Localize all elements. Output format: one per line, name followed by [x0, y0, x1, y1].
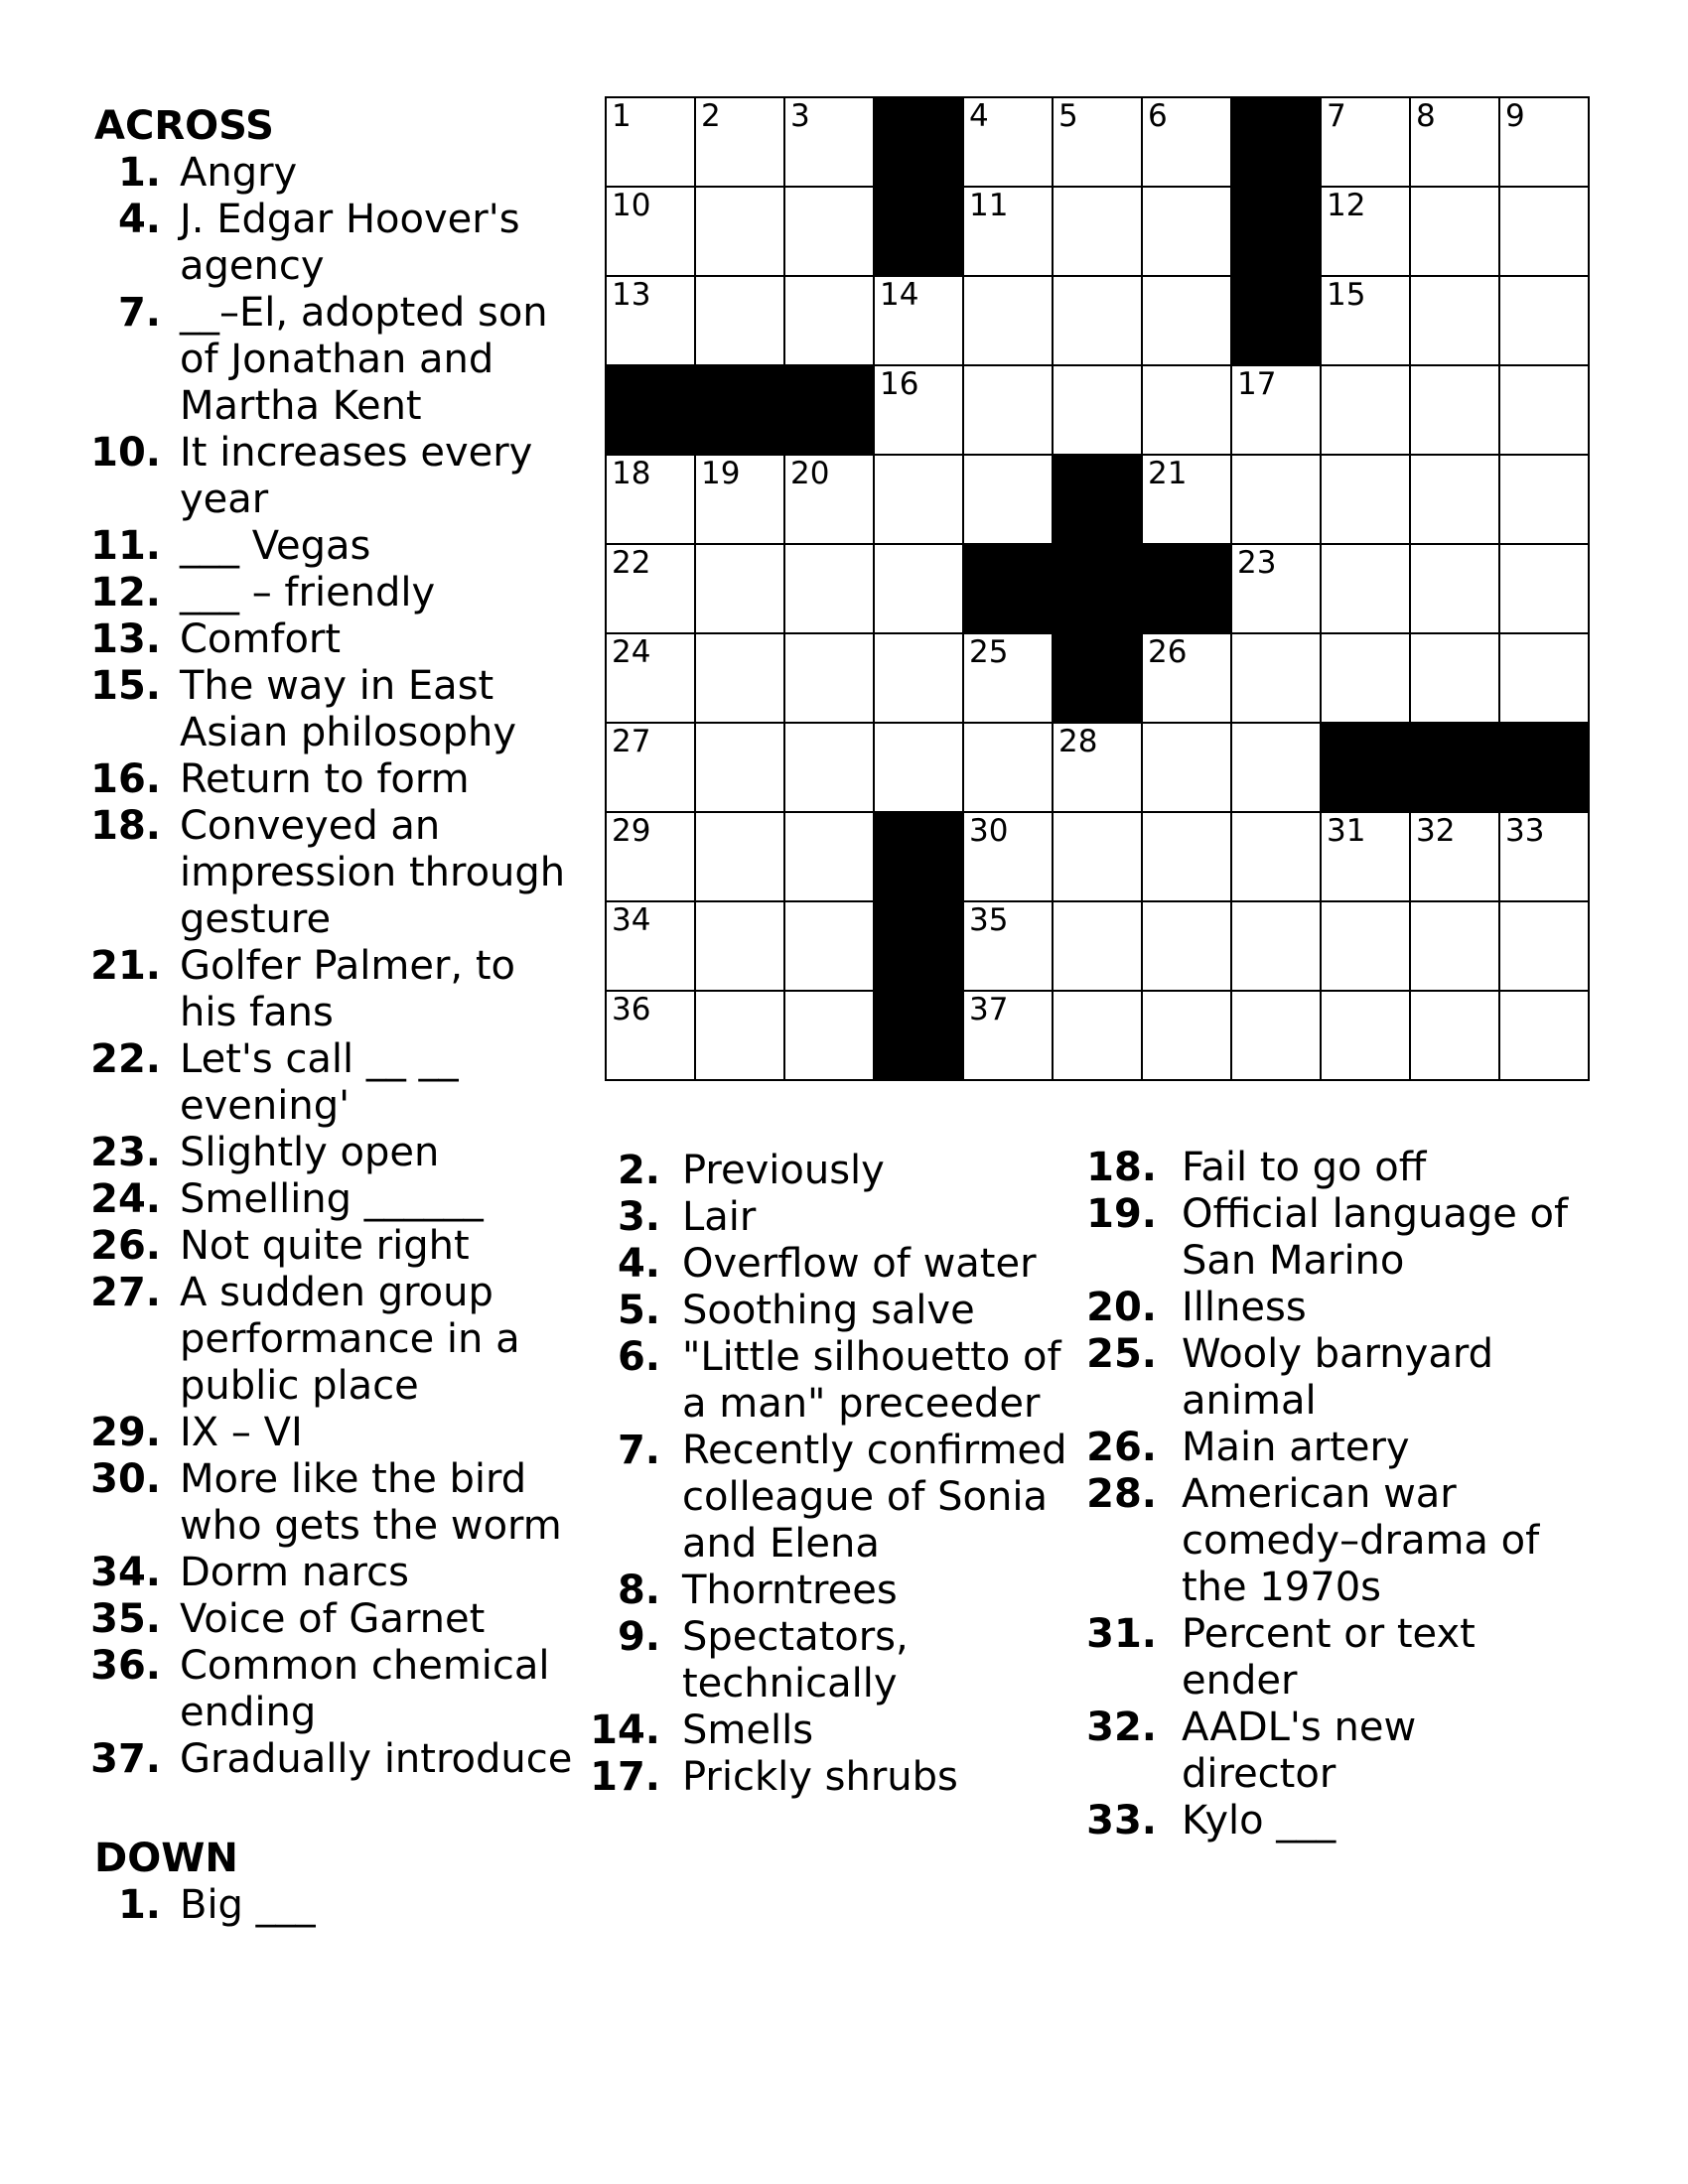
clue-item [57, 1882, 598, 1929]
clue-text: Gradually introduce [180, 1736, 573, 1782]
grid-cell-number: 2 [701, 98, 721, 134]
clue-number: 18. [1086, 1145, 1157, 1190]
grid-cell-number: 31 [1327, 813, 1366, 849]
grid-cell-number: 19 [701, 456, 741, 491]
grid-cell [1232, 902, 1320, 990]
clue-item [541, 1288, 1082, 1334]
grid-cell [1143, 813, 1230, 900]
grid-cell [1232, 813, 1320, 900]
clue-item [57, 1736, 598, 1783]
clue-item [541, 1428, 1082, 1568]
grid-cell [607, 634, 694, 722]
grid-cell [1411, 545, 1498, 632]
clue-text: Prickly shrubs [682, 1754, 958, 1800]
grid-cell [696, 634, 783, 722]
grid-cell [875, 545, 962, 632]
grid-cell [1143, 902, 1230, 990]
clue-text: __–El, adopted son of Jonathan and Martha Kent [180, 290, 548, 429]
grid-cell-number: 5 [1058, 98, 1078, 134]
clue-number: 5. [617, 1288, 660, 1333]
grid-cell [607, 456, 694, 543]
clue-text: Comfort [180, 616, 342, 662]
clue-item [57, 1643, 598, 1736]
grid-cell [1054, 992, 1141, 1079]
clue-text: Big ___ [180, 1882, 316, 1928]
clue-item [57, 1596, 598, 1643]
grid-cell [964, 724, 1052, 811]
clue-text: It increases every year [180, 430, 533, 522]
down-clue-list-col2 [541, 1148, 1082, 1801]
clue-number: 3. [617, 1194, 660, 1240]
grid-cell-number: 10 [612, 188, 651, 223]
grid-cell [1143, 634, 1230, 722]
clue-item [1038, 1471, 1594, 1611]
grid-cell [1411, 277, 1498, 364]
grid-cell [1143, 992, 1230, 1079]
grid-cell [964, 366, 1052, 454]
grid-cell [1322, 813, 1409, 900]
across-heading: ACROSS [94, 103, 274, 149]
grid-cell-number: 18 [612, 456, 651, 491]
clue-text: Smells [682, 1707, 814, 1753]
grid-cell [1232, 456, 1320, 543]
grid-cell-number: 14 [880, 277, 919, 313]
clue-item [57, 1410, 598, 1456]
clue-item [57, 943, 598, 1036]
grid-cell [1143, 277, 1230, 364]
clue-number: 14. [590, 1707, 660, 1753]
grid-cell [1500, 545, 1588, 632]
grid-black-cell [1232, 277, 1320, 364]
clue-item [57, 1456, 598, 1550]
clue-number: 29. [90, 1410, 161, 1455]
grid-cell [1411, 902, 1498, 990]
grid-cell [696, 992, 783, 1079]
crossword-grid [605, 96, 1590, 1081]
clue-number: 1. [117, 1882, 161, 1928]
clue-text: Common chemical ending [180, 1643, 550, 1735]
clue-item [541, 1194, 1082, 1241]
clue-number: 27. [90, 1270, 161, 1315]
clue-number: 35. [90, 1596, 161, 1642]
clue-number: 32. [1086, 1705, 1157, 1750]
clue-text: IX – VI [180, 1410, 303, 1455]
clue-text: Fail to go off [1182, 1145, 1427, 1190]
clue-text: Thorntrees [682, 1568, 898, 1613]
grid-cell [607, 724, 694, 811]
grid-cell-number: 25 [969, 634, 1009, 670]
grid-cell [1322, 545, 1409, 632]
clue-item [57, 616, 598, 663]
clue-text: Return to form [180, 756, 470, 802]
grid-cell-number: 3 [790, 98, 810, 134]
down-clue-list-col3 [1038, 1145, 1594, 1844]
clue-number: 13. [90, 616, 161, 662]
grid-cell [696, 456, 783, 543]
clue-text: ___ – friendly [180, 570, 436, 615]
grid-cell [607, 992, 694, 1079]
grid-cell [1232, 366, 1320, 454]
clue-number: 19. [1086, 1191, 1157, 1237]
grid-cell-number: 7 [1327, 98, 1346, 134]
clue-text: Smelling ______ [180, 1176, 484, 1222]
grid-cell-number: 30 [969, 813, 1009, 849]
grid-black-cell [875, 98, 962, 186]
grid-cell-number: 26 [1148, 634, 1188, 670]
clue-text: Let's call __ __ evening' [180, 1036, 459, 1129]
across-clue-column [57, 103, 598, 1929]
grid-cell [964, 456, 1052, 543]
grid-cell-number: 28 [1058, 724, 1098, 759]
grid-cell [696, 277, 783, 364]
grid-cell [696, 545, 783, 632]
grid-cell [607, 277, 694, 364]
clue-item [1038, 1145, 1594, 1191]
clue-text: Dorm narcs [180, 1550, 409, 1595]
grid-cell-number: 17 [1237, 366, 1277, 402]
grid-cell [1054, 724, 1141, 811]
grid-cell [1500, 366, 1588, 454]
grid-cell-number: 21 [1148, 456, 1188, 491]
grid-cell [607, 98, 694, 186]
grid-cell [696, 98, 783, 186]
clue-item [57, 1176, 598, 1223]
grid-cell-number: 15 [1327, 277, 1366, 313]
clue-item [541, 1148, 1082, 1194]
clue-number: 12. [90, 570, 161, 615]
grid-black-cell [1411, 724, 1498, 811]
grid-cell [785, 188, 873, 275]
clue-item [1038, 1191, 1594, 1285]
clue-item [1038, 1331, 1594, 1425]
clue-number: 34. [90, 1550, 161, 1595]
grid-cell-number: 1 [612, 98, 632, 134]
grid-cell [1054, 98, 1141, 186]
grid-cell-number: 34 [612, 902, 651, 938]
clue-item [1038, 1611, 1594, 1705]
grid-cell [785, 634, 873, 722]
clue-item [57, 756, 598, 803]
grid-cell-number: 29 [612, 813, 651, 849]
down-heading: DOWN [94, 1836, 238, 1881]
grid-cell-number: 22 [612, 545, 651, 581]
grid-cell [964, 902, 1052, 990]
grid-cell-number: 33 [1505, 813, 1545, 849]
clue-text: ___ Vegas [180, 523, 371, 569]
clue-text: Slightly open [180, 1130, 440, 1175]
clue-item [57, 570, 598, 616]
grid-cell-number: 12 [1327, 188, 1366, 223]
clue-number: 20. [1086, 1285, 1157, 1330]
clue-item [57, 523, 598, 570]
clue-number: 24. [90, 1176, 161, 1222]
grid-cell [1143, 456, 1230, 543]
grid-cell [1500, 456, 1588, 543]
grid-cell [607, 902, 694, 990]
clue-number: 26. [90, 1223, 161, 1269]
clue-text: Voice of Garnet [180, 1596, 486, 1642]
clue-item [57, 430, 598, 523]
clue-text: Wooly barnyard animal [1182, 1331, 1493, 1424]
clue-item [57, 1130, 598, 1176]
clue-number: 7. [617, 1428, 660, 1473]
grid-cell [875, 366, 962, 454]
grid-black-cell [964, 545, 1052, 632]
across-clue-list [57, 150, 598, 1783]
clue-number: 26. [1086, 1425, 1157, 1470]
grid-black-cell [1054, 456, 1141, 543]
clue-item [57, 663, 598, 756]
clue-text: Lair [682, 1194, 757, 1240]
grid-cell [1411, 366, 1498, 454]
grid-cell [1411, 188, 1498, 275]
grid-cell [1500, 188, 1588, 275]
grid-black-cell [696, 366, 783, 454]
clue-item [1038, 1425, 1594, 1471]
grid-cell [964, 634, 1052, 722]
grid-cell-number: 16 [880, 366, 919, 402]
clue-item [57, 803, 598, 943]
clue-number: 28. [1086, 1471, 1157, 1517]
clue-text: "Little silhouetto of a man" preceeder [682, 1334, 1061, 1427]
grid-cell-number: 27 [612, 724, 651, 759]
clue-text: Percent or text ender [1182, 1611, 1476, 1704]
grid-black-cell [875, 992, 962, 1079]
grid-cell [1322, 188, 1409, 275]
clue-item [57, 197, 598, 290]
clue-number: 15. [90, 663, 161, 709]
clue-text: A sudden group performance in a public place [180, 1270, 520, 1409]
grid-cell [1500, 992, 1588, 1079]
grid-cell [785, 813, 873, 900]
clue-text: The way in East Asian philosophy [180, 663, 517, 755]
clue-number: 6. [617, 1334, 660, 1380]
clue-text: AADL's new director [1182, 1705, 1417, 1797]
grid-cell-number: 32 [1416, 813, 1456, 849]
clue-text: Illness [1182, 1285, 1307, 1330]
grid-cell-number: 37 [969, 992, 1009, 1027]
clue-number: 9. [617, 1614, 660, 1660]
grid-black-cell [1054, 545, 1141, 632]
clue-number: 30. [90, 1456, 161, 1502]
clue-text: J. Edgar Hoover's agency [180, 197, 520, 289]
clue-text: Kylo ___ [1182, 1798, 1336, 1843]
grid-cell [1500, 813, 1588, 900]
grid-cell [1500, 98, 1588, 186]
clue-text: More like the bird who gets the worm [180, 1456, 562, 1549]
grid-cell [1232, 545, 1320, 632]
clue-number: 16. [90, 756, 161, 802]
grid-cell [1411, 813, 1498, 900]
grid-cell [875, 634, 962, 722]
grid-cell [1322, 634, 1409, 722]
down-clue-column-middle [541, 1148, 1082, 1801]
grid-cell-number: 13 [612, 277, 651, 313]
grid-cell [607, 545, 694, 632]
grid-cell [785, 902, 873, 990]
grid-black-cell [1232, 188, 1320, 275]
clue-number: 4. [617, 1241, 660, 1287]
grid-black-cell [785, 366, 873, 454]
grid-black-cell [1232, 98, 1320, 186]
grid-cell [875, 456, 962, 543]
grid-cell [1322, 98, 1409, 186]
grid-cell-number: 11 [969, 188, 1009, 223]
grid-cell [1322, 456, 1409, 543]
grid-cell [785, 992, 873, 1079]
grid-cell [696, 188, 783, 275]
grid-cell [1322, 366, 1409, 454]
clue-number: 17. [590, 1754, 660, 1800]
grid-cell [785, 456, 873, 543]
clue-text: Angry [180, 150, 298, 196]
grid-cell [875, 724, 962, 811]
clue-text: Official language of San Marino [1182, 1191, 1569, 1284]
grid-cell [785, 545, 873, 632]
clue-item [541, 1334, 1082, 1428]
clue-item [57, 1036, 598, 1130]
clue-text: Soothing salve [682, 1288, 975, 1333]
grid-cell [1411, 992, 1498, 1079]
clue-text: Golfer Palmer, to his fans [180, 943, 515, 1035]
grid-cell [785, 277, 873, 364]
grid-cell [785, 98, 873, 186]
grid-cell [1500, 902, 1588, 990]
grid-cell [1500, 277, 1588, 364]
clue-text: Main artery [1182, 1425, 1410, 1470]
grid-cell [964, 98, 1052, 186]
clue-item [541, 1707, 1082, 1754]
clue-number: 11. [90, 523, 161, 569]
grid-cell [1232, 634, 1320, 722]
grid-cell [1411, 456, 1498, 543]
grid-cell [1143, 366, 1230, 454]
clue-number: 23. [90, 1130, 161, 1175]
grid-black-cell [875, 902, 962, 990]
grid-cell [696, 813, 783, 900]
clue-item [541, 1568, 1082, 1614]
clue-number: 31. [1086, 1611, 1157, 1657]
grid-cell [1322, 992, 1409, 1079]
clue-text: American war comedy–drama of the 1970s [1182, 1471, 1540, 1610]
clue-item [57, 150, 598, 197]
grid-cell-number: 35 [969, 902, 1009, 938]
grid-cell-number: 36 [612, 992, 651, 1027]
grid-black-cell [875, 188, 962, 275]
clue-number: 7. [117, 290, 161, 336]
clue-item [57, 290, 598, 430]
grid-cell [1232, 724, 1320, 811]
grid-cell [964, 813, 1052, 900]
grid-cell-number: 4 [969, 98, 989, 134]
grid-black-cell [607, 366, 694, 454]
clue-item [1038, 1285, 1594, 1331]
grid-cell [1322, 277, 1409, 364]
clue-number: 37. [90, 1736, 161, 1782]
grid-cell [1054, 813, 1141, 900]
grid-cell [607, 188, 694, 275]
grid-black-cell [1322, 724, 1409, 811]
clue-text: Conveyed an impression through gesture [180, 803, 566, 942]
grid-cell [1143, 188, 1230, 275]
clue-number: 22. [90, 1036, 161, 1082]
grid-cell [1054, 366, 1141, 454]
grid-cell [964, 188, 1052, 275]
grid-cell [1322, 902, 1409, 990]
grid-cell [696, 902, 783, 990]
clue-item [57, 1550, 598, 1596]
clue-number: 18. [90, 803, 161, 849]
grid-cell [964, 277, 1052, 364]
grid-cell-number: 6 [1148, 98, 1168, 134]
clue-item [541, 1241, 1082, 1288]
grid-cell [785, 724, 873, 811]
clue-text: Recently confirmed colleague of Sonia and Elena [682, 1428, 1067, 1567]
down-clue-list-col1 [57, 1882, 598, 1929]
grid-black-cell [875, 813, 962, 900]
clue-item [57, 1270, 598, 1410]
grid-cell [1143, 98, 1230, 186]
clue-item [1038, 1798, 1594, 1844]
grid-cell [1054, 277, 1141, 364]
clue-number: 8. [617, 1568, 660, 1613]
grid-cell-number: 24 [612, 634, 651, 670]
grid-cell-number: 9 [1505, 98, 1525, 134]
grid-cell-number: 8 [1416, 98, 1436, 134]
clue-number: 2. [617, 1148, 660, 1193]
clue-item [541, 1614, 1082, 1707]
clue-item [57, 1223, 598, 1270]
down-clue-column-right [1038, 1145, 1594, 1844]
grid-cell-number: 23 [1237, 545, 1277, 581]
grid-cell [1411, 98, 1498, 186]
grid-cell [1143, 724, 1230, 811]
clue-item [541, 1754, 1082, 1801]
clue-text: Not quite right [180, 1223, 470, 1269]
clue-item [1038, 1705, 1594, 1798]
grid-cell [1054, 902, 1141, 990]
grid-cell [1232, 992, 1320, 1079]
grid-cell [1411, 634, 1498, 722]
clue-number: 10. [90, 430, 161, 476]
grid-cell [875, 277, 962, 364]
grid-cell [696, 724, 783, 811]
grid-black-cell [1054, 634, 1141, 722]
clue-text: Spectators, technically [682, 1614, 909, 1706]
clue-number: 21. [90, 943, 161, 989]
clue-number: 36. [90, 1643, 161, 1689]
clue-number: 33. [1086, 1798, 1157, 1843]
grid-black-cell [1143, 545, 1230, 632]
grid-cell [1500, 634, 1588, 722]
grid-cell [964, 992, 1052, 1079]
clue-number: 25. [1086, 1331, 1157, 1377]
clue-number: 4. [117, 197, 161, 242]
clue-text: Previously [682, 1148, 885, 1193]
clue-text: Overflow of water [682, 1241, 1037, 1287]
clue-number: 1. [117, 150, 161, 196]
grid-cell-number: 20 [790, 456, 830, 491]
grid-cell [607, 813, 694, 900]
grid-cell [1054, 188, 1141, 275]
grid-black-cell [1500, 724, 1588, 811]
